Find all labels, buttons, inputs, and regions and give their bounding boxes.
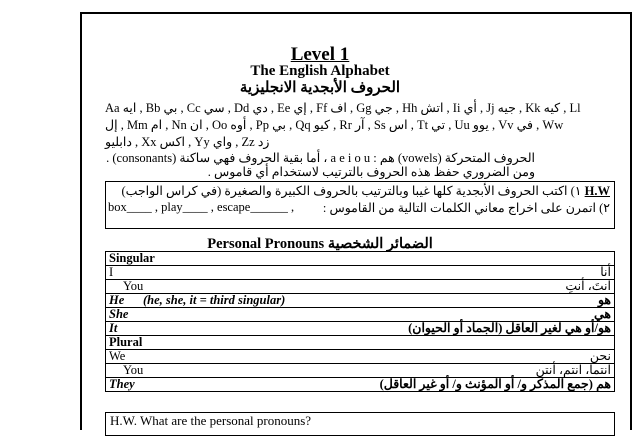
- vowels-note: الحروف المتحركة (vowels) هم : a e i o u ، أما بقية الحروف فهي ساكنة (consonants) .: [106, 151, 535, 165]
- alphabet-line-3: دابليو , Xx اكس , Yy واي , Zz زد: [105, 135, 270, 149]
- pronoun-en: You: [123, 279, 144, 293]
- homework-task-1: [122, 183, 611, 199]
- pronoun-ar: انتما، انتم، أنتن: [535, 363, 611, 377]
- pronoun-en: They: [109, 377, 135, 391]
- homework-task-2: ٢) اتمرن على اخراج معاني الكلمات التالية من القاموس :: [322, 201, 610, 215]
- pronoun-en: We: [109, 349, 126, 363]
- pronouns-table: [105, 251, 615, 392]
- pronouns-title-en: Personal Pronouns: [207, 236, 325, 252]
- homework-words: box____ , play____ , escape______ ,: [108, 200, 295, 214]
- pronouns-title-ar: الضمائر الشخصية: [327, 236, 433, 252]
- pronoun-ar: هو/أو هي لغير العاقل (الجماد أو الحيوان): [408, 321, 611, 335]
- table-row: [106, 280, 615, 294]
- pronoun-ar: أنا: [600, 265, 611, 279]
- singular-header: Singular: [106, 252, 615, 266]
- memorize-note: ومن الضروري حفظ هذه الحروف بالترتيب لاستخدام أي قاموس .: [207, 165, 535, 179]
- level-title: Level 1: [290, 44, 350, 65]
- table-row: [106, 350, 615, 364]
- table-row: [106, 294, 615, 308]
- alphabet-line-2: إل , Mm ام , Nn ان , Oo أوه , Pp بي , Qq كيو , Rr آر , Ss اس , Tt تي , Uu يوو , Vv في , Ww: [105, 118, 564, 132]
- table-row: [106, 322, 615, 336]
- pronoun-en: You: [123, 363, 144, 377]
- pronoun-ar: نحن: [589, 349, 611, 363]
- table-row: [106, 266, 615, 280]
- pronoun-ar: هي: [593, 307, 611, 321]
- pronoun-ar: هم (جمع المذكر و/ أو المؤنث و/ أو غير العاقل): [379, 377, 611, 391]
- table-row: [106, 364, 615, 378]
- pronoun-ar: انتَ، أنتِ: [565, 279, 611, 293]
- homework-task-1-text: ١) اكتب الحروف الأبجدية كلها غيبا وبالترتيب بالحروف الكبيرة والصغيرة (في كراس الواجب): [121, 184, 582, 198]
- plural-header: Plural: [106, 336, 615, 350]
- table-row: [106, 308, 615, 322]
- pronoun-ar: هو: [597, 293, 611, 307]
- pronoun-en: It: [109, 321, 118, 335]
- homework-question: H.W. What are the personal pronouns?: [105, 412, 615, 436]
- table-row: [106, 378, 615, 392]
- pronoun-en: He (he, she, it = third singular): [109, 293, 286, 307]
- english-alphabet-title: The English Alphabet: [250, 63, 390, 79]
- homework-label: H.W: [584, 184, 610, 198]
- pronoun-en: She: [109, 307, 129, 321]
- alphabet-line-1: Aa ايه , Bb بي , Cc سي , Dd دي , Ee إي , Ff اف , Gg جي , Hh اتش , Ii أي , Jj جيه , Kk كيه , Ll: [105, 101, 581, 115]
- arabic-alphabet-title: الحروف الأبجدية الانجليزية: [239, 80, 401, 96]
- pronoun-en: I: [109, 265, 114, 279]
